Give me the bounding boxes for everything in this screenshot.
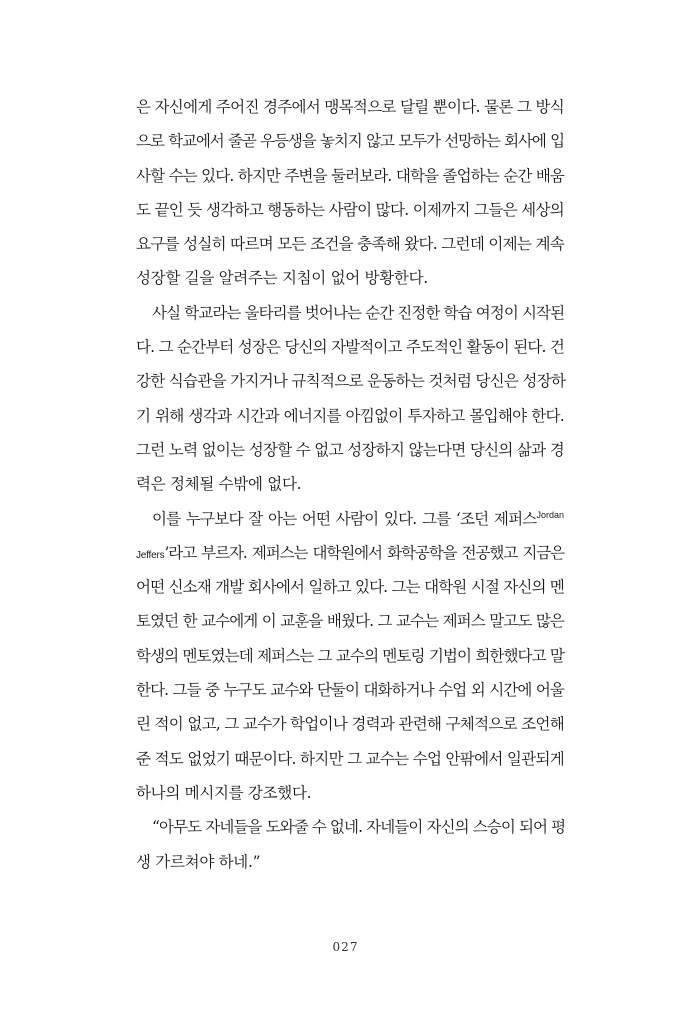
paragraph-2 [136,296,564,502]
text-line: 성장할 길을 알려주는 지침이 없어 방황한다. [136,269,428,288]
text-line: 그런 노력 없이는 성장할 수 없고 성장하지 않는다면 당신의 삶과 경 [136,440,564,459]
paragraph-3 [136,502,564,811]
text-line [136,536,564,570]
text-line: 기 위해 생각과 시간과 에너지를 아낌없이 투자하고 몰입해야 한다. [136,406,564,425]
text-line: 한다. 그들 중 누구도 교수와 단둘이 대화하거나 수업 외 시간에 어울 [136,681,564,700]
paragraph-1 [136,90,564,296]
text-line-main: ’라고 부르자. 제퍼스는 대학원에서 화학공학을 전공했고 지금은 [164,543,564,562]
text-line [136,502,564,536]
text-line: 하나의 메시지를 강조했다. [136,783,312,802]
paragraph-4 [136,810,564,879]
page-number: 027 [332,940,359,954]
text-line: 생 가르쳐야 하네.” [136,852,261,871]
text-line: 어떤 신소재 개발 회사에서 일하고 있다. 그는 대학원 시절 자신의 멘 [136,578,564,597]
body-text [136,90,564,879]
name-gloss: Jordan [536,509,564,520]
text-line: 은 자신에게 주어진 경주에서 맹목적으로 달릴 뿐이다. 물론 그 방식 [136,98,564,116]
text-line: 도 끝인 듯 생각하고 행동하는 사람이 많다. 이제까지 그들은 세상의 [136,200,564,219]
text-line: 학생의 멘토였는데 제퍼스는 그 교수의 멘토링 기법이 희한했다고 말 [136,646,564,665]
text-line: 력은 정체될 수밖에 없다. [136,475,302,494]
text-line-main: 이를 누구보다 잘 아는 어떤 사람이 있다. 그를 ‘조던 제퍼스 [152,509,537,528]
text-line: 다. 그 순간부터 성장은 당신의 자발적이고 주도적인 활동이 된다. 건 [136,338,564,357]
text-line: 사실 학교라는 울타리를 벗어나는 순간 진정한 학습 여정이 시작된 [152,303,565,322]
text-line: 준 적도 없었기 때문이다. 하지만 그 교수는 수업 안팎에서 일관되게 [136,749,564,768]
text-line: 강한 식습관을 가지거나 규칙적으로 운동하는 것처럼 당신은 성장하 [136,372,566,391]
text-line: “아무도 자네들을 도와줄 수 없네. 자네들이 자신의 스승이 되어 평 [152,818,566,837]
name-gloss: Jeffers [136,549,165,561]
text-line: 린 적이 없고, 그 교수가 학업이나 경력과 관련해 구체적으로 조언해 [136,715,564,734]
text-line: 토였던 한 교수에게 이 교훈을 배웠다. 그 교수는 제퍼스 말고도 많은 [136,612,564,631]
text-line: 사할 수는 있다. 하지만 주변을 둘러보라. 대학을 졸업하는 순간 배움 [136,166,564,185]
text-line: 요구를 성실히 따르며 모든 조건을 충족해 왔다. 그런데 이제는 계속 [136,235,564,254]
text-line: 으로 학교에서 줄곧 우등생을 놓치지 않고 모두가 선망하는 회사에 입 [136,132,564,151]
